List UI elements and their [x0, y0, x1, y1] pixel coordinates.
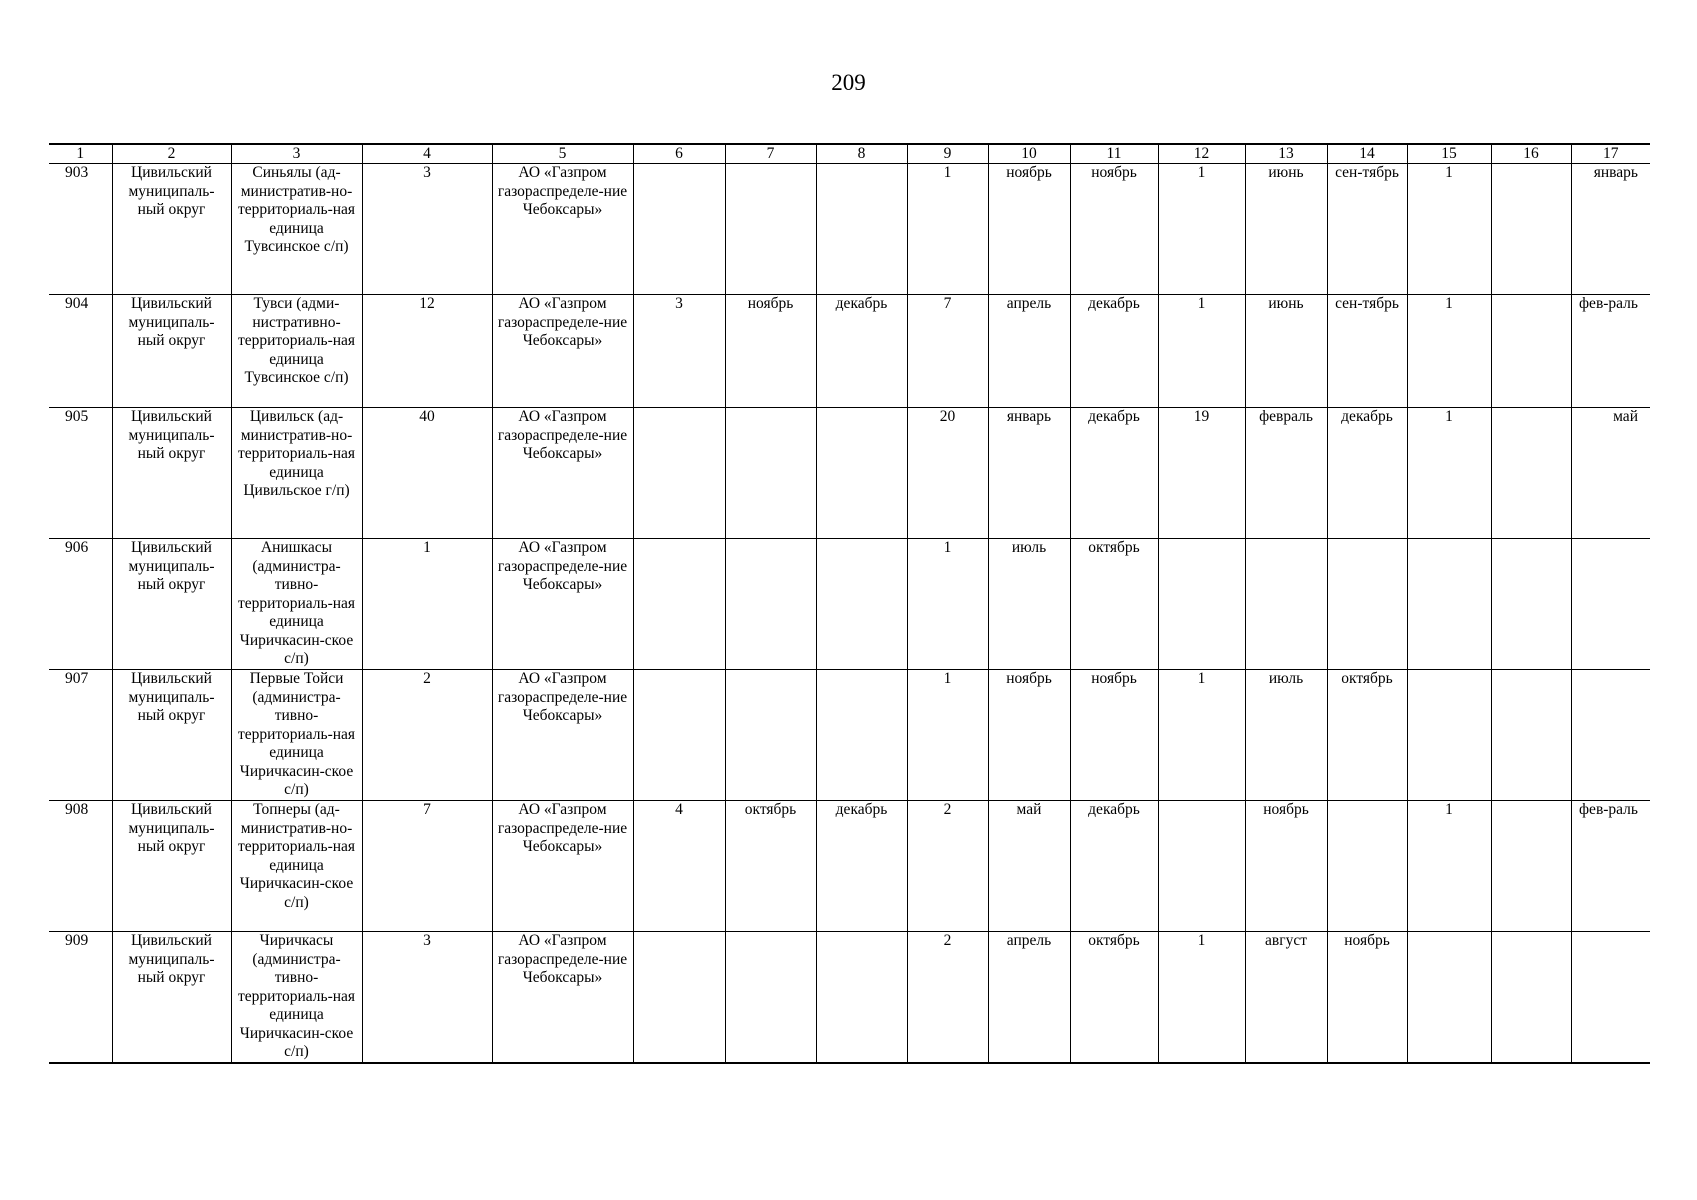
- table-cell: фев-раль: [1571, 801, 1650, 932]
- table-cell: ноябрь: [725, 295, 816, 408]
- table-cell: 3: [362, 164, 492, 295]
- table-cell: ноябрь: [988, 670, 1070, 801]
- table-cell: [1407, 670, 1491, 801]
- table-cell: октябрь: [1070, 539, 1158, 670]
- table-cell: фев-раль: [1571, 295, 1650, 408]
- table-cell: 903: [49, 164, 112, 295]
- table-cell: Синьялы (ад-министратив-но-территориаль-ная единица Тувсинское с/п): [231, 164, 362, 295]
- table-cell: Топнеры (ад-министратив-но-территориаль-ная единица Чиричкасин-ское с/п): [231, 801, 362, 932]
- table-cell: 2: [362, 670, 492, 801]
- table-cell: 40: [362, 408, 492, 539]
- table-cell: Тувси (адми-нистративно-территориаль-ная единица Тувсинское с/п): [231, 295, 362, 408]
- table-cell: декабрь: [1070, 801, 1158, 932]
- column-header: 3: [231, 144, 362, 164]
- table-cell: 7: [907, 295, 988, 408]
- table-cell: апрель: [988, 295, 1070, 408]
- table-row: [49, 539, 1650, 670]
- table-cell: декабрь: [816, 801, 907, 932]
- table-cell: 1: [362, 539, 492, 670]
- table-cell: 2: [907, 801, 988, 932]
- column-header: 13: [1245, 144, 1327, 164]
- table-cell: [1327, 539, 1407, 670]
- table-cell: июнь: [1245, 164, 1327, 295]
- table-cell: июнь: [1245, 295, 1327, 408]
- table-cell: июль: [988, 539, 1070, 670]
- table-cell: 1: [1407, 801, 1491, 932]
- table-cell: 909: [49, 932, 112, 1064]
- table-cell: 1: [1158, 295, 1245, 408]
- table-cell: 19: [1158, 408, 1245, 539]
- table-cell: [633, 932, 725, 1064]
- column-header: 6: [633, 144, 725, 164]
- table-cell: 12: [362, 295, 492, 408]
- column-header: 2: [112, 144, 231, 164]
- table-cell: октябрь: [1070, 932, 1158, 1064]
- table-cell: АО «Газпром газораспределе-ние Чебоксары»: [492, 295, 633, 408]
- column-header: 16: [1491, 144, 1571, 164]
- column-header: 14: [1327, 144, 1407, 164]
- table-cell: АО «Газпром газораспределе-ние Чебоксары»: [492, 539, 633, 670]
- table-cell: декабрь: [816, 295, 907, 408]
- table-cell: Цивильский муниципаль-ный округ: [112, 539, 231, 670]
- table-cell: Анишкасы (администра-тивно-территориаль-ная единица Чиричкасин-ское с/п): [231, 539, 362, 670]
- table-cell: ноябрь: [988, 164, 1070, 295]
- table-cell: ноябрь: [1327, 932, 1407, 1064]
- column-header: 1: [49, 144, 112, 164]
- table-cell: декабрь: [1327, 408, 1407, 539]
- table-cell: [1571, 539, 1650, 670]
- table-cell: октябрь: [725, 801, 816, 932]
- table-cell: февраль: [1245, 408, 1327, 539]
- table-cell: сен-тябрь: [1327, 295, 1407, 408]
- table-cell: Чиричкасы (администра-тивно-территориаль-ная единица Чиричкасин-ское с/п): [231, 932, 362, 1064]
- table-cell: апрель: [988, 932, 1070, 1064]
- table-row: [49, 932, 1650, 1064]
- table-cell: 1: [1158, 670, 1245, 801]
- table-cell: Цивильский муниципаль-ный округ: [112, 295, 231, 408]
- table-cell: 905: [49, 408, 112, 539]
- table-cell: январь: [988, 408, 1070, 539]
- table-cell: ноябрь: [1070, 670, 1158, 801]
- table-cell: 2: [907, 932, 988, 1064]
- table-row: [49, 164, 1650, 295]
- table-cell: [1327, 801, 1407, 932]
- page-number: 209: [831, 70, 866, 95]
- table-cell: [1407, 932, 1491, 1064]
- table-cell: [1158, 539, 1245, 670]
- table-cell: АО «Газпром газораспределе-ние Чебоксары»: [492, 164, 633, 295]
- table-cell: [725, 539, 816, 670]
- table-cell: 20: [907, 408, 988, 539]
- column-header: 10: [988, 144, 1070, 164]
- table-cell: сен-тябрь: [1327, 164, 1407, 295]
- table-cell: 1: [907, 670, 988, 801]
- table-cell: [1245, 539, 1327, 670]
- column-header: 4: [362, 144, 492, 164]
- table-cell: [1491, 801, 1571, 932]
- table-cell: [1491, 932, 1571, 1064]
- table-row: [49, 408, 1650, 539]
- table-cell: Цивильский муниципаль-ный округ: [112, 801, 231, 932]
- column-header: 7: [725, 144, 816, 164]
- table-cell: [816, 408, 907, 539]
- table-cell: 1: [907, 164, 988, 295]
- table-cell: 4: [633, 801, 725, 932]
- table-cell: ноябрь: [1245, 801, 1327, 932]
- table-cell: октябрь: [1327, 670, 1407, 801]
- column-header: 9: [907, 144, 988, 164]
- table-cell: 904: [49, 295, 112, 408]
- column-header: 15: [1407, 144, 1491, 164]
- table-cell: 907: [49, 670, 112, 801]
- table-cell: [816, 539, 907, 670]
- table-cell: Первые Тойси (администра-тивно-территориаль-ная единица Чиричкасин-ское с/п): [231, 670, 362, 801]
- table-cell: [1491, 408, 1571, 539]
- table-cell: 1: [1407, 164, 1491, 295]
- table-cell: Цивильский муниципаль-ный округ: [112, 164, 231, 295]
- table-cell: [633, 670, 725, 801]
- table-cell: май: [988, 801, 1070, 932]
- table-cell: [725, 932, 816, 1064]
- table-cell: 908: [49, 801, 112, 932]
- table-cell: 7: [362, 801, 492, 932]
- table-cell: декабрь: [1070, 408, 1158, 539]
- table-cell: [1491, 539, 1571, 670]
- column-header: 17: [1571, 144, 1650, 164]
- table-cell: Цивильский муниципаль-ный округ: [112, 670, 231, 801]
- table-cell: АО «Газпром газораспределе-ние Чебоксары»: [492, 801, 633, 932]
- column-header: 5: [492, 144, 633, 164]
- table-cell: [816, 164, 907, 295]
- data-table: [49, 143, 1650, 1064]
- column-header: 12: [1158, 144, 1245, 164]
- table-cell: [1491, 670, 1571, 801]
- table-cell: 1: [907, 539, 988, 670]
- table-cell: 906: [49, 539, 112, 670]
- column-header: 11: [1070, 144, 1158, 164]
- table-cell: Цивильский муниципаль-ный округ: [112, 932, 231, 1064]
- table-cell: АО «Газпром газораспределе-ние Чебоксары»: [492, 670, 633, 801]
- table-cell: [1571, 670, 1650, 801]
- table-cell: [1491, 164, 1571, 295]
- table-cell: [1571, 932, 1650, 1064]
- table-cell: [633, 539, 725, 670]
- table-cell: [725, 408, 816, 539]
- table-cell: декабрь: [1070, 295, 1158, 408]
- table-cell: 1: [1158, 164, 1245, 295]
- table-cell: 1: [1158, 932, 1245, 1064]
- table-cell: 3: [362, 932, 492, 1064]
- column-header: 8: [816, 144, 907, 164]
- table-cell: [633, 164, 725, 295]
- table-row: [49, 295, 1650, 408]
- table-cell: [816, 932, 907, 1064]
- table-cell: АО «Газпром газораспределе-ние Чебоксары»: [492, 408, 633, 539]
- table-row: [49, 801, 1650, 932]
- table-cell: август: [1245, 932, 1327, 1064]
- table-cell: [816, 670, 907, 801]
- table-row: [49, 670, 1650, 801]
- table-cell: 3: [633, 295, 725, 408]
- table-cell: ноябрь: [1070, 164, 1158, 295]
- table-cell: май: [1571, 408, 1650, 539]
- header-row: [49, 144, 1650, 164]
- table-cell: [1491, 295, 1571, 408]
- table-cell: 1: [1407, 295, 1491, 408]
- table-cell: Цивильск (ад-министратив-но-территориаль-ная единица Цивильское г/п): [231, 408, 362, 539]
- table-cell: Цивильский муниципаль-ный округ: [112, 408, 231, 539]
- table-cell: [725, 164, 816, 295]
- table-cell: АО «Газпром газораспределе-ние Чебоксары»: [492, 932, 633, 1064]
- table-cell: [1407, 539, 1491, 670]
- table-cell: [633, 408, 725, 539]
- table-cell: январь: [1571, 164, 1650, 295]
- table-cell: 1: [1407, 408, 1491, 539]
- table-cell: [1158, 801, 1245, 932]
- table-cell: июль: [1245, 670, 1327, 801]
- table-cell: [725, 670, 816, 801]
